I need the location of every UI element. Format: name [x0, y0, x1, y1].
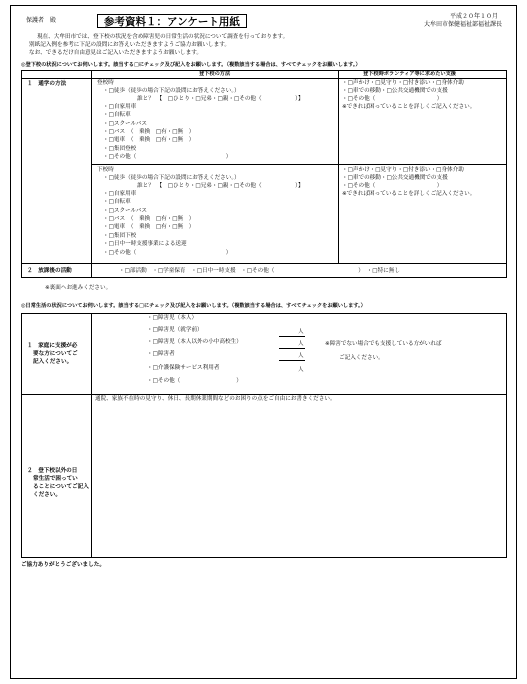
intro-line-3: なお、できるだけ自由意見はご記入いただきますようお願いします。: [29, 50, 202, 56]
going-item-train[interactable]: ・□電車 （ 乗換 □有・□無 ）: [103, 137, 195, 143]
q1-commute-label: １ 通学の方法: [27, 81, 67, 87]
document-title: 参考資料１：アンケート用紙: [104, 16, 240, 28]
returning-item-bicycle[interactable]: ・□自転車: [103, 199, 131, 205]
recipient-label: 保護者 殿: [26, 17, 57, 24]
thanks-message: ご協力ありがとうございました。: [21, 562, 105, 568]
going-volunteer-3[interactable]: ・□その他（ ）: [342, 96, 443, 102]
count-field-preschool[interactable]: [279, 336, 305, 337]
support-item-care-insurance[interactable]: ・□介護保険サービス利用者: [147, 365, 220, 371]
next-page-note: ※裏面へお進みください。: [45, 285, 112, 291]
q2-afterschool-options[interactable]: ・□部活動 ・□学童保育 ・□日中一時支援 ・□その他（ ） ・□特に無し: [119, 268, 400, 274]
unit-adult: 人: [298, 353, 304, 359]
returning-volunteer-1[interactable]: ・□声かけ・□見守り・□付き添い・□身体介助: [342, 167, 464, 173]
returning-volunteer-2[interactable]: ・□車での移動・□公共交通機関での支援: [342, 175, 448, 181]
q2-daily-label-3: ることについてご記入: [33, 484, 89, 490]
support-item-preschool[interactable]: ・□障害児（就学前）: [147, 327, 203, 333]
going-item-bicycle[interactable]: ・□自転車: [103, 112, 131, 118]
returning-item-day-support[interactable]: ・□日中一時支援事業による送迎: [103, 241, 187, 247]
issue-date: 平成２０年１０月: [449, 13, 498, 20]
returning-item-schoolbus[interactable]: ・□スクールバス: [103, 208, 147, 214]
going-volunteer-2[interactable]: ・□車での移動・□公共交通機関での支援: [342, 88, 448, 94]
returning-item-car[interactable]: ・□自家用車: [103, 191, 137, 197]
returning-item-with-whom[interactable]: 誰と？ 【 □ひとり・□兄弟・□親・□その他（ ）】: [137, 183, 304, 189]
column-header-method: 登下校の方法: [199, 71, 231, 77]
document-title-box: [97, 14, 247, 28]
going-item-walk[interactable]: ・□徒歩（徒歩の場合下記の設問にお答えください。）: [103, 88, 240, 94]
support-side-note-2: ご記入ください。: [339, 355, 384, 361]
support-item-child[interactable]: ・□障害児（本人）: [147, 315, 198, 321]
going-item-schoolbus[interactable]: ・□スクールバス: [103, 121, 147, 127]
support-item-other-student[interactable]: ・□障害児（本人以外の小中高校生）: [147, 339, 242, 345]
going-item-with-whom[interactable]: 誰と？ 【 □ひとり・□兄弟・□親・□その他（ ）】: [137, 96, 304, 102]
q2-daily-label-4: ください。: [33, 492, 61, 498]
returning-item-bus[interactable]: ・□バス （ 乗換 □有・□無 ）: [103, 216, 195, 222]
going-item-group[interactable]: ・□集団登校: [103, 146, 137, 152]
section1-heading: ◎登下校の状況についてお伺いします。該当する□にチェック及び記入をお願いします。（複数該当する場合は、すべてチェックをお願いします。）: [21, 62, 361, 68]
column-header-volunteer: 登下校時ボランティア等に求めたい支援: [363, 71, 456, 77]
returning-volunteer-note: ※できれば困っていることを詳しくご記入ください。: [342, 191, 476, 197]
going-item-other[interactable]: ・□その他（ ）: [103, 154, 232, 160]
returning-item-train[interactable]: ・□電車 （ 乗換 □有・□無 ）: [103, 224, 195, 230]
free-text-area[interactable]: [92, 404, 506, 557]
returning-item-group[interactable]: ・□集団下校: [103, 233, 137, 239]
count-field-adult[interactable]: [279, 360, 305, 361]
q2-daily-label-1: ２ 登下校以外の日: [27, 468, 78, 474]
q2-daily-label-2: 常生活で困ってい: [33, 476, 78, 482]
going-item-car[interactable]: ・□自家用車: [103, 104, 137, 110]
q2-daily-prompt: 通院、家族不在時の見守り、休日、長期休業期間などのお困りの点をご自由にお書きください。: [95, 396, 336, 402]
going-volunteer-note: ※できれば困っていることを詳しくご記入ください。: [342, 104, 476, 110]
q2-afterschool-label: ２ 放課後の活動: [27, 268, 72, 274]
q1-support-label-2: 要な方についてご: [33, 351, 78, 357]
count-field-other-student[interactable]: [279, 348, 305, 349]
going-label: 登校時: [97, 80, 114, 86]
support-item-other[interactable]: ・□その他（ ）: [147, 378, 242, 384]
survey-page: [10, 5, 517, 679]
issuing-department: 大牟田市保健福祉部福祉課長: [423, 21, 502, 28]
returning-item-other[interactable]: ・□その他（ ）: [103, 250, 232, 256]
section2-heading: ◎日常生活の状況についてお伺いします。該当する□にチェック及び記入をお願いします。（複数該当する場合は、すべてチェックをお願いします。）: [21, 303, 366, 309]
returning-label: 下校時: [97, 167, 114, 173]
going-volunteer-1[interactable]: ・□声かけ・□見守り・□付き添い・□身体介助: [342, 80, 464, 86]
support-item-adult[interactable]: ・□障害者: [147, 351, 175, 357]
returning-item-walk[interactable]: ・□徒歩（徒歩の場合下記の設問にお答えください。）: [103, 175, 240, 181]
intro-line-1: 現在、大牟田市では、登下校の状況を含め障害児の日常生活の状況について調査を行っております。: [37, 34, 289, 40]
unit-preschool: 人: [298, 329, 304, 335]
intro-line-2: 別紙記入例を参考に下記の設問にお答えいただきますようご協力お願いします。: [29, 42, 230, 48]
unit-care-insurance: 人: [298, 367, 304, 373]
returning-volunteer-3[interactable]: ・□その他（ ）: [342, 183, 443, 189]
q1-support-label-3: 記入ください。: [33, 359, 73, 365]
going-item-bus[interactable]: ・□バス （ 乗換 □有・□無 ）: [103, 129, 195, 135]
q1-support-label-1: １ 家庭に支援が必: [27, 343, 78, 349]
unit-other-student: 人: [298, 341, 304, 347]
support-side-note-1: ※障害でない場合でも支援している方がいれば: [325, 341, 442, 347]
